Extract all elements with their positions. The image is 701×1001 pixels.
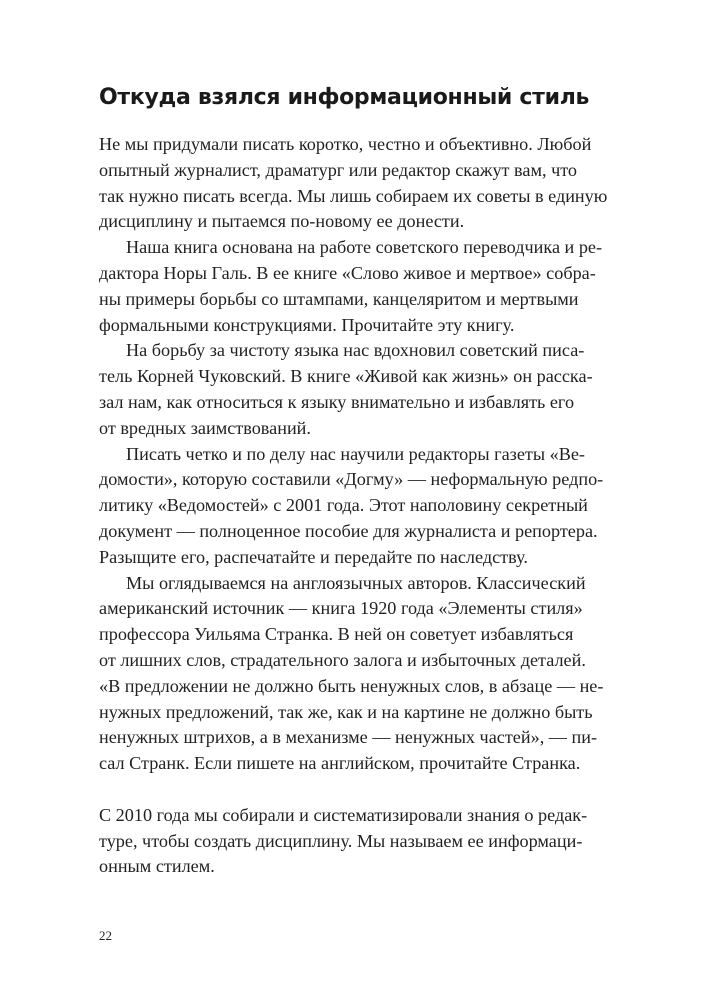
- paragraph: [99, 132, 609, 235]
- text-line: На борьбу за чистоту языка нас вдохновил советский писа-: [126, 340, 585, 361]
- paragraph: [99, 571, 609, 777]
- text-line: Не мы придумали писать коротко, честно и объективно. Любой: [99, 134, 592, 154]
- text-line: С 2010 года мы собирали и систематизировали знания о редак-: [99, 804, 588, 825]
- text-line: зал нам, как относиться к языку внимательно и избавлять его: [99, 391, 575, 412]
- section-heading: Откуда взялся информационный стиль: [99, 85, 590, 110]
- text-line: американский источник — книга 1920 года «Элементы стиля»: [99, 598, 583, 619]
- body-text: [99, 132, 609, 880]
- paragraph-gap: [99, 777, 609, 803]
- paragraph: [99, 338, 609, 441]
- text-line: Писать четко и по делу нас научили редакторы газеты «Ве-: [126, 443, 585, 464]
- text-line: «В предложении не должно быть ненужных слов, в абзаце — не-: [99, 675, 604, 696]
- text-line: профессора Уильяма Странка. В ней он советует избавляться: [99, 624, 574, 645]
- text-line: нужных предложений, так же, как и на картине не должно быть: [99, 701, 593, 722]
- text-line: Разыщите его, распечатайте и передайте по наследству.: [99, 546, 528, 567]
- text-line: так нужно писать всегда. Мы лишь собираем их советы в единую: [99, 185, 608, 206]
- page-number: 22: [99, 928, 112, 943]
- text-line: онным стилем.: [99, 856, 215, 877]
- text-line: Наша книга основана на работе советского переводчика и ре-: [126, 237, 603, 258]
- text-line: ны примеры борьбы со штампами, канцеляритом и мертвыми: [99, 288, 579, 309]
- text-line: туре, чтобы создать дисциплину. Мы называем ее информаци-: [99, 830, 583, 851]
- text-line: литику «Ведомостей» с 2001 года. Этот наполовину секретный: [99, 495, 588, 516]
- text-line: домости», которую составили «Догму» — неформальную редпо-: [99, 469, 604, 490]
- text-line: тель Корней Чуковский. В книге «Живой как жизнь» он расска-: [99, 366, 593, 387]
- paragraph: [99, 803, 609, 880]
- text-line: Мы оглядываемся на англоязычных авторов. Классический: [126, 572, 586, 593]
- text-line: опытный журналист, драматург или редактор скажут вам, что: [99, 159, 578, 180]
- text-line: от вредных заимствований.: [99, 417, 311, 438]
- paragraph: [99, 235, 609, 338]
- paragraph: [99, 442, 609, 571]
- text-line: ненужных штрихов, а в механизме — ненужных частей», — пи-: [99, 727, 598, 748]
- text-line: от лишних слов, страдательного залога и избыточных деталей.: [99, 649, 586, 670]
- text-line: документ — полноценное пособие для журналиста и репортера.: [99, 520, 598, 541]
- text-line: дисциплину и пытаемся по-новому ее донести.: [99, 211, 465, 232]
- text-line: формальными конструкциями. Прочитайте эту книгу.: [99, 314, 515, 335]
- text-line: сал Странк. Если пишете на английском, прочитайте Странка.: [99, 753, 581, 774]
- text-line: дактора Норы Галь. В ее книге «Слово живое и мертвое» собра-: [99, 262, 596, 283]
